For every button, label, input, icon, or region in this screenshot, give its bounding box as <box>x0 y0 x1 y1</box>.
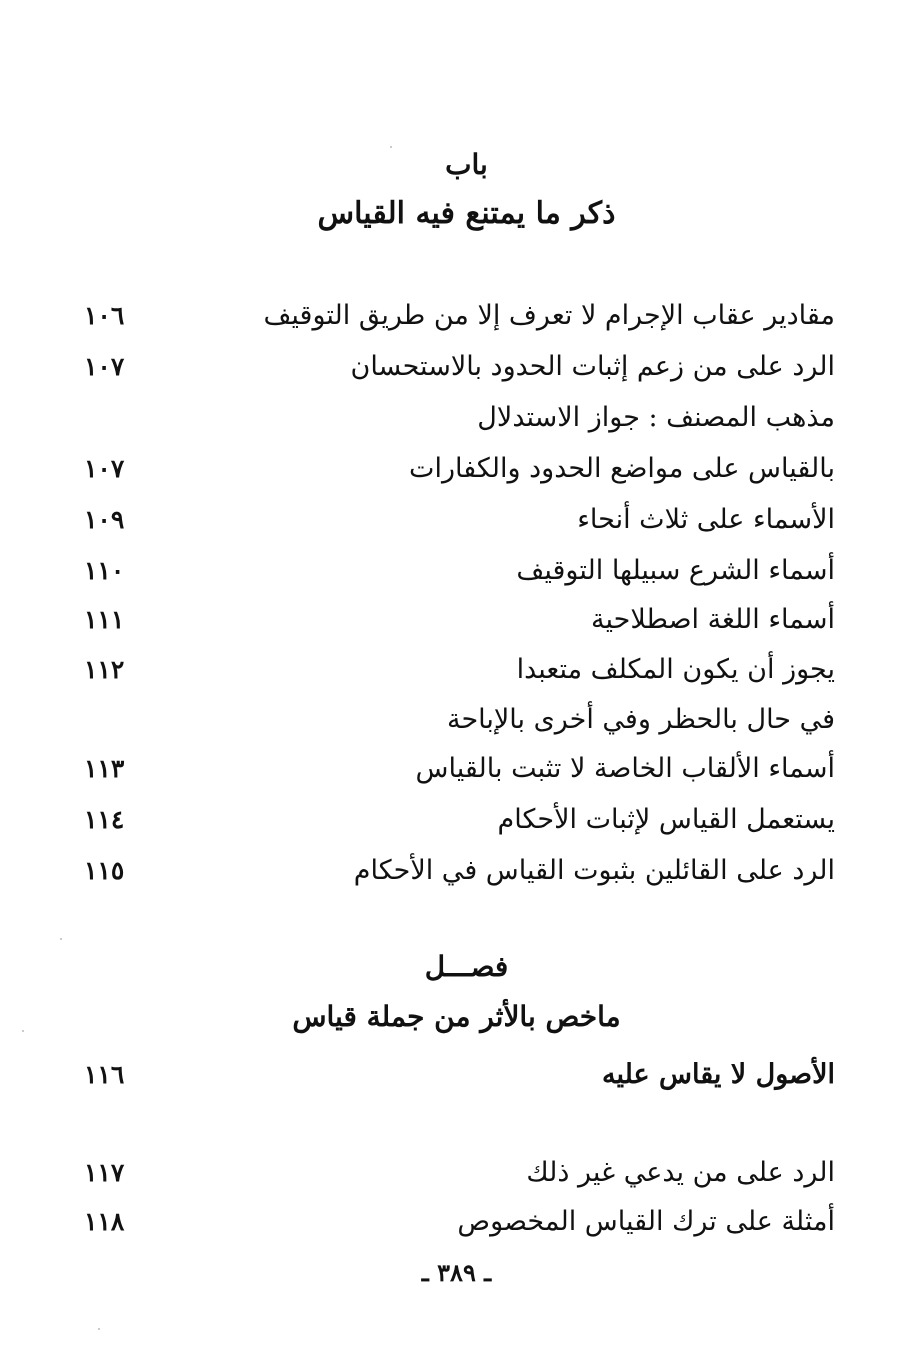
scan-speck <box>60 938 62 940</box>
section-title: ذكر ما يمتنع فيه القياس <box>317 196 616 231</box>
toc-row <box>0 548 913 594</box>
toc-row <box>0 395 913 441</box>
scan-speck <box>390 146 392 148</box>
toc-row <box>0 746 913 792</box>
toc-entry-text: في حال بالحظر وفي أخرى بالإباحة <box>446 704 835 735</box>
toc-row <box>0 446 913 492</box>
toc-row <box>0 497 913 543</box>
toc-entry-page: ١١٣ <box>84 754 125 783</box>
toc-entry-page: ١١٥ <box>84 856 125 885</box>
toc-entry-text: بالقياس على مواضع الحدود والكفارات <box>409 453 835 484</box>
fasl-title: ماخص بالأثر من جملة قياس <box>292 1000 621 1033</box>
toc-entry-page: ١٠٧ <box>84 352 125 381</box>
toc-row <box>0 1150 913 1196</box>
toc-row <box>0 697 913 743</box>
toc-entry-text: الرد على من يدعي غير ذلك <box>526 1157 835 1188</box>
toc-entry-text: الرد على من زعم إثبات الحدود بالاستحسان <box>350 351 835 382</box>
toc-entry-text: أمثلة على ترك القياس المخصوص <box>457 1206 835 1237</box>
toc-entry-page: ١١٤ <box>84 805 125 834</box>
toc-entry-page: ١٠٦ <box>84 301 125 330</box>
toc-entry-text: يجوز أن يكون المكلف متعبدا <box>516 654 835 685</box>
toc-entry-text: يستعمل القياس لإثبات الأحكام <box>497 804 835 835</box>
toc-row <box>0 797 913 843</box>
scan-speck <box>22 1030 24 1032</box>
toc-entry-text: الأسماء على ثلاث أنحاء <box>577 504 835 535</box>
scan-speck <box>98 1328 100 1330</box>
fasl-label: فصـــل <box>424 950 509 983</box>
toc-row <box>0 1052 913 1098</box>
toc-entry-text: مقادير عقاب الإجرام لا تعرف إلا من طريق التوقيف <box>263 300 835 331</box>
toc-entry-page: ١١٦ <box>84 1060 125 1089</box>
toc-entry-text: أسماء اللغة اصطلاحية <box>591 604 835 635</box>
toc-entry-page: ١١١ <box>84 605 125 634</box>
page-number: ـ ٣٨٩ ـ <box>421 1258 492 1287</box>
toc-entry-text: الأصول لا يقاس عليه <box>601 1059 835 1090</box>
toc-entry-text: أسماء الشرع سبيلها التوقيف <box>516 555 835 586</box>
toc-row <box>0 293 913 339</box>
toc-row <box>0 1199 913 1245</box>
toc-entry-page: ١١٨ <box>84 1207 125 1236</box>
toc-entry-text: أسماء الألقاب الخاصة لا تثبت بالقياس <box>415 753 835 784</box>
toc-entry-page: ١٠٧ <box>84 454 125 483</box>
toc-entry-text: مذهب المصنف : جواز الاستدلال <box>477 402 835 433</box>
toc-entry-page: ١٠٩ <box>84 505 125 534</box>
toc-entry-page: ١١٢ <box>84 655 125 684</box>
toc-row <box>0 344 913 390</box>
toc-row <box>0 597 913 643</box>
toc-row <box>0 848 913 894</box>
toc-entry-page: ١١٠ <box>84 556 125 585</box>
toc-row <box>0 647 913 693</box>
section-label: باب <box>445 148 488 181</box>
toc-entry-page: ١١٧ <box>84 1158 125 1187</box>
toc-entry-text: الرد على القائلين بثبوت القياس في الأحكام <box>353 855 835 886</box>
